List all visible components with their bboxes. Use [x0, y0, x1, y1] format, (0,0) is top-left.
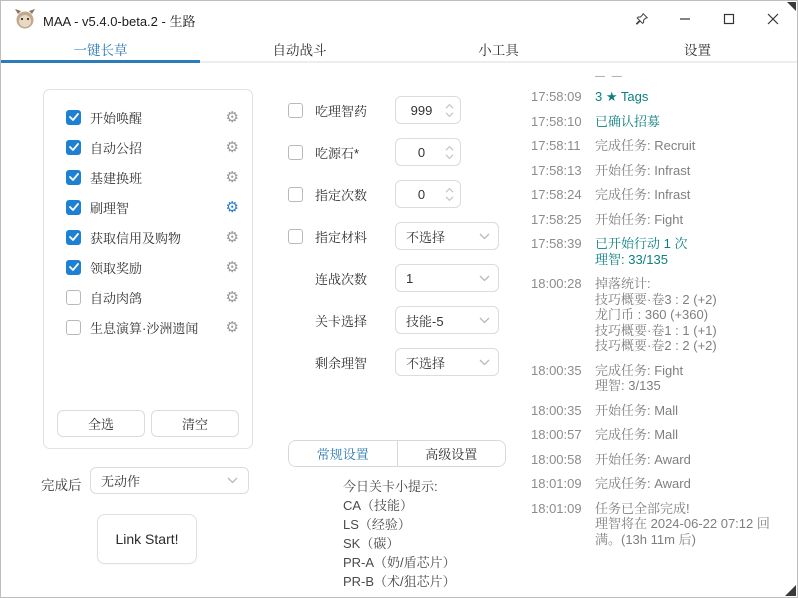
tip-line: PR-A（奶/盾芯片）: [343, 555, 456, 570]
log-line: 开始任务: Infrast: [595, 162, 691, 178]
chevron-down-icon: [227, 477, 238, 484]
stepper-value: 0: [417, 186, 426, 202]
log-entry: [531, 89, 793, 105]
setting-label: 指定材料: [315, 229, 368, 245]
gear-icon[interactable]: ⚙: [225, 168, 239, 186]
task-list: [44, 102, 252, 342]
gear-icon[interactable]: ⚙: [225, 228, 239, 246]
after-action-dropdown[interactable]: [90, 467, 249, 494]
dropdown-value: 不选择: [406, 355, 446, 371]
log-line: 完成任务: Infrast: [595, 187, 691, 202]
pin-button[interactable]: [619, 1, 663, 37]
minimize-button[interactable]: [663, 1, 707, 37]
gear-icon[interactable]: ⚙: [225, 318, 239, 336]
checkmark-icon: [69, 143, 79, 151]
main-tab[interactable]: 自动战斗: [272, 43, 327, 58]
task-row: [44, 252, 252, 282]
checkmark-icon: [69, 113, 79, 121]
checkbox[interactable]: [66, 260, 81, 275]
tip-line: PR-B（术/狙芯片）: [343, 574, 456, 589]
close-icon: [767, 13, 779, 25]
log-timestamp: 18:01:09: [531, 476, 582, 491]
log-line: 理智: 33/135: [595, 251, 668, 267]
chevron-down-icon: [479, 359, 490, 366]
log-timestamp: 17:58:10: [531, 113, 582, 129]
log-line: 开始任务: Award: [595, 451, 691, 467]
log-message: [595, 403, 793, 419]
log-message: [595, 501, 793, 548]
task-label: 自动公招: [90, 140, 143, 156]
chevron-down-icon: [479, 317, 490, 324]
gear-icon[interactable]: ⚙: [225, 138, 239, 156]
log-timestamp: 18:01:09: [531, 500, 582, 516]
checkbox[interactable]: [66, 290, 81, 305]
log-entry: [531, 476, 793, 492]
log-line: 理智将在 2024-06-22 07:12 回满。(13h 11m 后): [595, 516, 770, 547]
task-list-card: [43, 89, 253, 449]
maximize-icon: [723, 13, 735, 25]
log-entry: [531, 114, 793, 130]
log-line: 理智: 3/135: [595, 378, 661, 393]
checkbox[interactable]: [66, 110, 81, 125]
log-entry: [531, 501, 793, 548]
log-line: 开始任务: Fight: [595, 211, 684, 227]
checkbox[interactable]: [66, 320, 81, 335]
settings-tab[interactable]: 高级设置: [398, 441, 506, 466]
stepper-arrows-icon: [445, 103, 454, 118]
number-stepper[interactable]: [395, 180, 461, 208]
chevron-down-icon: [479, 233, 490, 240]
log-timestamp: [531, 73, 595, 81]
number-stepper[interactable]: [395, 96, 461, 124]
task-label: 开始唤醒: [90, 110, 143, 126]
checkmark-icon: [69, 263, 79, 271]
window-corner-mark: [787, 2, 796, 11]
main-tab-strip: [1, 37, 797, 63]
checkbox[interactable]: [66, 170, 81, 185]
tip-line: SK（碳）: [343, 536, 400, 551]
stage-tips: [343, 477, 456, 591]
log-message: [595, 138, 793, 154]
log-panel[interactable]: [531, 73, 793, 591]
log-timestamp: 18:00:35: [531, 402, 582, 418]
dropdown[interactable]: [395, 264, 499, 292]
task-row: [44, 312, 252, 342]
log-message: [595, 163, 793, 179]
log-entry: [531, 427, 793, 443]
setting-label: 连战次数: [315, 271, 368, 287]
log-line: 3 ★ Tags: [595, 89, 649, 104]
link-start-button[interactable]: Link Start!: [97, 514, 197, 564]
log-message: [595, 276, 793, 354]
tip-line: LS（经验）: [343, 517, 411, 532]
stepper-arrows-icon: [445, 187, 454, 202]
log-entry: [531, 403, 793, 419]
dropdown-value: 不选择: [406, 229, 446, 245]
dropdown[interactable]: [395, 348, 499, 376]
log-line: 完成任务: Fight: [595, 362, 684, 378]
log-timestamp: 17:58:11: [531, 138, 581, 153]
checkbox[interactable]: [288, 145, 303, 160]
gear-icon[interactable]: ⚙: [225, 198, 239, 216]
task-row: [44, 162, 252, 192]
log-timestamp: 17:58:24: [531, 187, 582, 202]
log-timestamp: 17:58:09: [531, 89, 582, 104]
stepper-arrows-icon: [445, 145, 454, 160]
log-line: 掉落统计:: [595, 276, 651, 291]
checkmark-icon: [69, 173, 79, 181]
stepper-value: 0: [417, 144, 426, 160]
log-timestamp: 18:00:35: [531, 362, 582, 378]
task-row: [44, 102, 252, 132]
task-label: 刷理智: [90, 200, 130, 216]
log-entry: [531, 212, 793, 228]
log-timestamp: 18:00:58: [531, 451, 582, 467]
checkbox[interactable]: [288, 229, 303, 244]
title-bar[interactable]: [1, 1, 797, 37]
task-label: 获取信用及购物: [90, 230, 182, 246]
after-action-value: 无动作: [101, 474, 141, 489]
log-entry: [531, 363, 793, 394]
setting-label: 吃理智药: [315, 103, 368, 119]
app-icon: [14, 8, 36, 30]
log-timestamp: 18:00:28: [531, 276, 582, 291]
log-line: 已确认招募: [595, 113, 661, 129]
pin-icon: [634, 12, 649, 27]
clear-button[interactable]: 清空: [151, 410, 239, 437]
checkmark-icon: [69, 233, 79, 241]
log-line: 技巧概要·卷1 : 1 (+1): [595, 322, 717, 338]
dropdown[interactable]: [395, 222, 499, 250]
fight-setting-row: [288, 264, 500, 292]
settings-tab-group: [288, 440, 506, 467]
log-message: [595, 114, 793, 130]
log-message: [595, 73, 793, 81]
chevron-down-icon: [479, 275, 490, 282]
log-entry: [531, 73, 793, 81]
log-message: [595, 212, 793, 228]
number-stepper[interactable]: [395, 138, 461, 166]
log-message: [595, 476, 793, 492]
checkbox[interactable]: [288, 103, 303, 118]
setting-label: 关卡选择: [315, 313, 368, 329]
log-line: 开始任务: Mall: [595, 402, 679, 418]
log-line: 完成任务: Award: [595, 476, 691, 491]
log-line: — —: [595, 73, 624, 82]
checkbox[interactable]: [288, 187, 303, 202]
fight-setting-row: [288, 138, 500, 166]
log-message: [595, 89, 793, 105]
resize-grip[interactable]: [785, 585, 796, 596]
task-row: [44, 222, 252, 252]
maximize-button[interactable]: [707, 1, 751, 37]
task-label: 生息演算·沙洲遗闻: [90, 320, 199, 336]
setting-label: 剩余理智: [315, 355, 368, 371]
checkbox[interactable]: [66, 200, 81, 215]
log-entry: [531, 276, 793, 354]
log-line: 技巧概要·卷3 : 2 (+2): [595, 291, 717, 307]
log-line: 完成任务: Mall: [595, 427, 679, 442]
fight-setting-row: [288, 180, 500, 208]
gear-icon[interactable]: ⚙: [225, 108, 239, 126]
fight-setting-row: [288, 306, 500, 334]
log-timestamp: 17:58:39: [531, 236, 582, 251]
fight-setting-row: [288, 222, 500, 250]
task-label: 基建换班: [90, 170, 143, 186]
fight-setting-row: [288, 96, 500, 124]
after-action-label: 完成后: [41, 478, 82, 493]
log-entry: [531, 187, 793, 203]
task-label: 自动肉鸽: [90, 290, 143, 306]
task-row: [44, 192, 252, 222]
gear-icon[interactable]: ⚙: [225, 258, 239, 276]
settings-tab[interactable]: 常规设置: [289, 441, 398, 466]
main-tab[interactable]: 一键长草: [1, 37, 200, 61]
setting-label: 吃源石*: [315, 145, 360, 161]
checkbox[interactable]: [66, 140, 81, 155]
window-title: MAA - v5.4.0-beta.2 - 生路: [43, 14, 196, 29]
log-entry: [531, 452, 793, 468]
fight-setting-row: [288, 348, 500, 376]
log-timestamp: 17:58:13: [531, 162, 582, 178]
log-entry: [531, 236, 793, 267]
dropdown-value: 技能-5: [406, 313, 444, 329]
log-timestamp: 17:58:25: [531, 211, 582, 227]
select-all-button[interactable]: 全选: [57, 410, 145, 437]
minimize-icon: [679, 13, 691, 25]
log-line: 技巧概要·卷2 : 2 (+2): [595, 338, 717, 353]
dropdown[interactable]: [395, 306, 499, 334]
log-message: [595, 236, 793, 267]
log-line: 完成任务: Recruit: [595, 138, 696, 153]
task-label: 领取奖励: [90, 260, 143, 276]
log-entry: [531, 138, 793, 154]
log-line: 已开始行动 1 次: [595, 236, 688, 251]
log-line: 龙门币 : 360 (+360): [595, 307, 709, 322]
log-message: [595, 452, 793, 468]
task-row: [44, 132, 252, 162]
gear-icon[interactable]: ⚙: [225, 288, 239, 306]
stepper-value: 999: [410, 102, 433, 118]
log-message: [595, 427, 793, 443]
window-controls: [619, 1, 795, 37]
dropdown-value: 1: [406, 270, 414, 286]
tip-line: 今日关卡小提示:: [343, 479, 438, 494]
log-timestamp: 18:00:57: [531, 427, 582, 442]
setting-label: 指定次数: [315, 187, 368, 203]
checkmark-icon: [69, 203, 79, 211]
log-message: [595, 363, 793, 394]
task-row: [44, 282, 252, 312]
log-line: 任务已全部完成!: [595, 500, 690, 516]
checkbox[interactable]: [66, 230, 81, 245]
main-tab[interactable]: 设置: [684, 43, 711, 58]
log-message: [595, 187, 793, 203]
main-tab[interactable]: 小工具: [478, 43, 519, 58]
log-entry: [531, 163, 793, 179]
tip-line: CA（技能）: [343, 498, 414, 513]
